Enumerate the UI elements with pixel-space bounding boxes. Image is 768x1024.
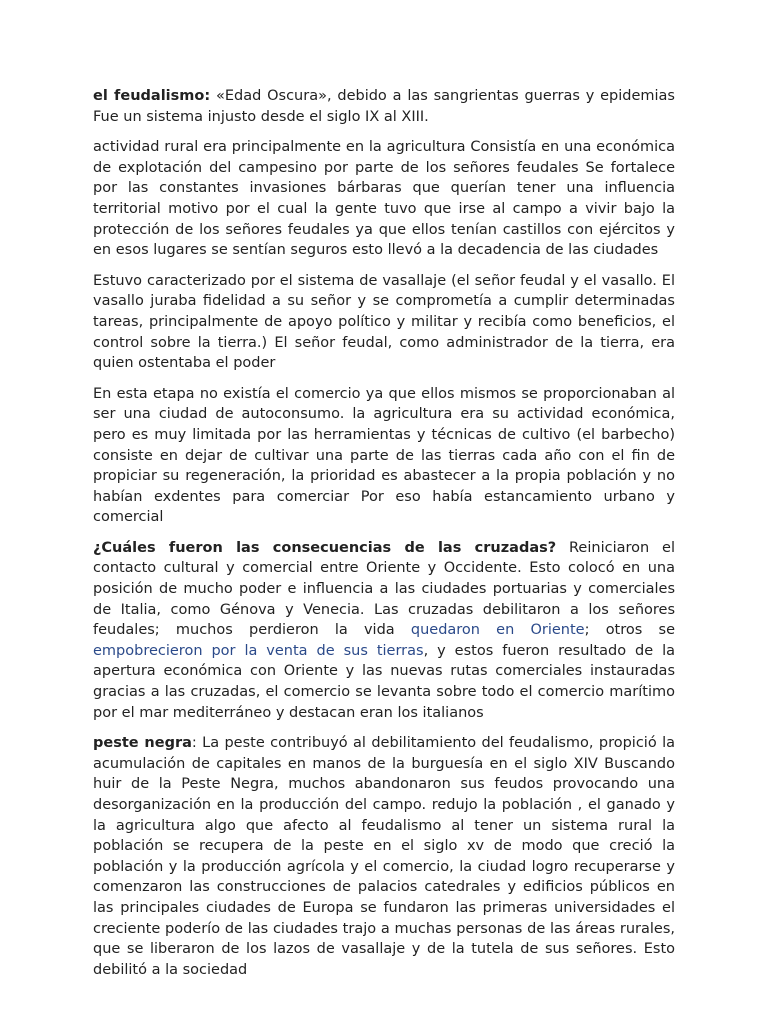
paragraph-text: Estuvo caracterizado por el sistema de vasallaje (el señor feudal y el vasallo. El vasallo juraba fidelidad a su señor y se comprometía a cumplir determinadas tareas, principalmente de apoyo político y militar y recibía como beneficios, el control sobre la tierra.) El señor feudal, como administrador de la tierra, era quien ostentaba el poder (93, 272, 675, 372)
paragraph-text: actividad rural era principalmente en la agricultura Consistía en una económica de explotación del campesino por parte de los señores feudales Se fortalece por las constantes invasiones bárbaras que querían tener una influencia territorial motivo por el cual la gente tuvo que irse al campo a vivir bajo la protección de los señores feudales ya que ellos tenían castillos con ejércitos y en esos lugares se sentían seguros esto llevó a la decadencia de las ciudades (93, 139, 675, 259)
paragraph-text: «Edad Oscura», debido a las sangrientas guerras y epidemias Fue un sistema injusto desde el siglo IX al XIII. (93, 88, 675, 125)
link-quedaron-en-oriente[interactable]: quedaron en Oriente (410, 622, 585, 639)
paragraph-text: Reiniciaron el contacto cultural y comercial entre Oriente y Occidente. Esto colocó en una posición de mucho poder e influencia a las ciudades portuarias y comerciales de Italia, como Génova y Venecia. Las cruzadas debilitaron a los señores feudales; muchos perdieron la vida (93, 539, 675, 639)
paragraph-text: En esta etapa no existía el comercio ya que ellos mismos se proporcionaban al ser una ciudad de autoconsumo. la agricultura era su actividad económica, pero es muy limitada por las herramientas y técnicas de cultivo (el barbecho) consiste en dejar de cultivar una parte de las tierras cada año con el fin de propiciar su regeneración, la prioridad es abastecer a la propia población y no habían exdentes para comerciar Por eso había estancamiento urbano y comercial (93, 385, 675, 526)
paragraph-actividad-rural (93, 137, 675, 261)
link-empobrecieron[interactable]: empobrecieron por la venta de sus tierras (93, 642, 424, 659)
paragraph-text: : La peste contribuyó al debilitamiento del feudalismo, propició la acumulación de capitales en manos de la burguesía en el siglo XIV Buscando huir de la Peste Negra, muchos abandonaron sus feudos provocando una desorganización en la producción del campo. redujo la población , el ganado y la agricultura algo que afecto al feudalismo al tener un sistema rural la población se recupera de la peste en el siglo xv de modo que creció la población y la producción agrícola y el comercio, la ciudad logro recuperarse y comenzaron las construcciones de palacios catedrales y edificios públicos en las principales ciudades de Europa se fundaron las primeras universidades el creciente poderío de las ciudades trajo a muchas personas de las áreas rurales, que se liberaron de los lazos de vasallaje y de la tutela de sus señores. Esto debilitó a la sociedad (93, 735, 675, 978)
paragraph-peste-negra (93, 733, 675, 980)
paragraph-text: ; otros se (584, 622, 675, 639)
heading-feudalismo: el feudalismo: (93, 88, 211, 104)
paragraph-feudalismo (93, 86, 675, 127)
heading-cruzadas: ¿Cuáles fueron las consecuencias de las cruzadas? (93, 539, 557, 556)
paragraph-comercio (93, 384, 675, 528)
paragraph-vasallaje (93, 271, 675, 374)
paragraph-text: , y estos fueron resultado de la apertura económica con Oriente y las nuevas rutas comerciales instauradas gracias a las cruzadas, el comercio se levanta sobre todo el comercio marítimo por el mar mediterráneo y destacan eran los italianos (93, 642, 675, 721)
heading-peste-negra: peste negra (93, 735, 192, 752)
paragraph-cruzadas (93, 538, 675, 723)
